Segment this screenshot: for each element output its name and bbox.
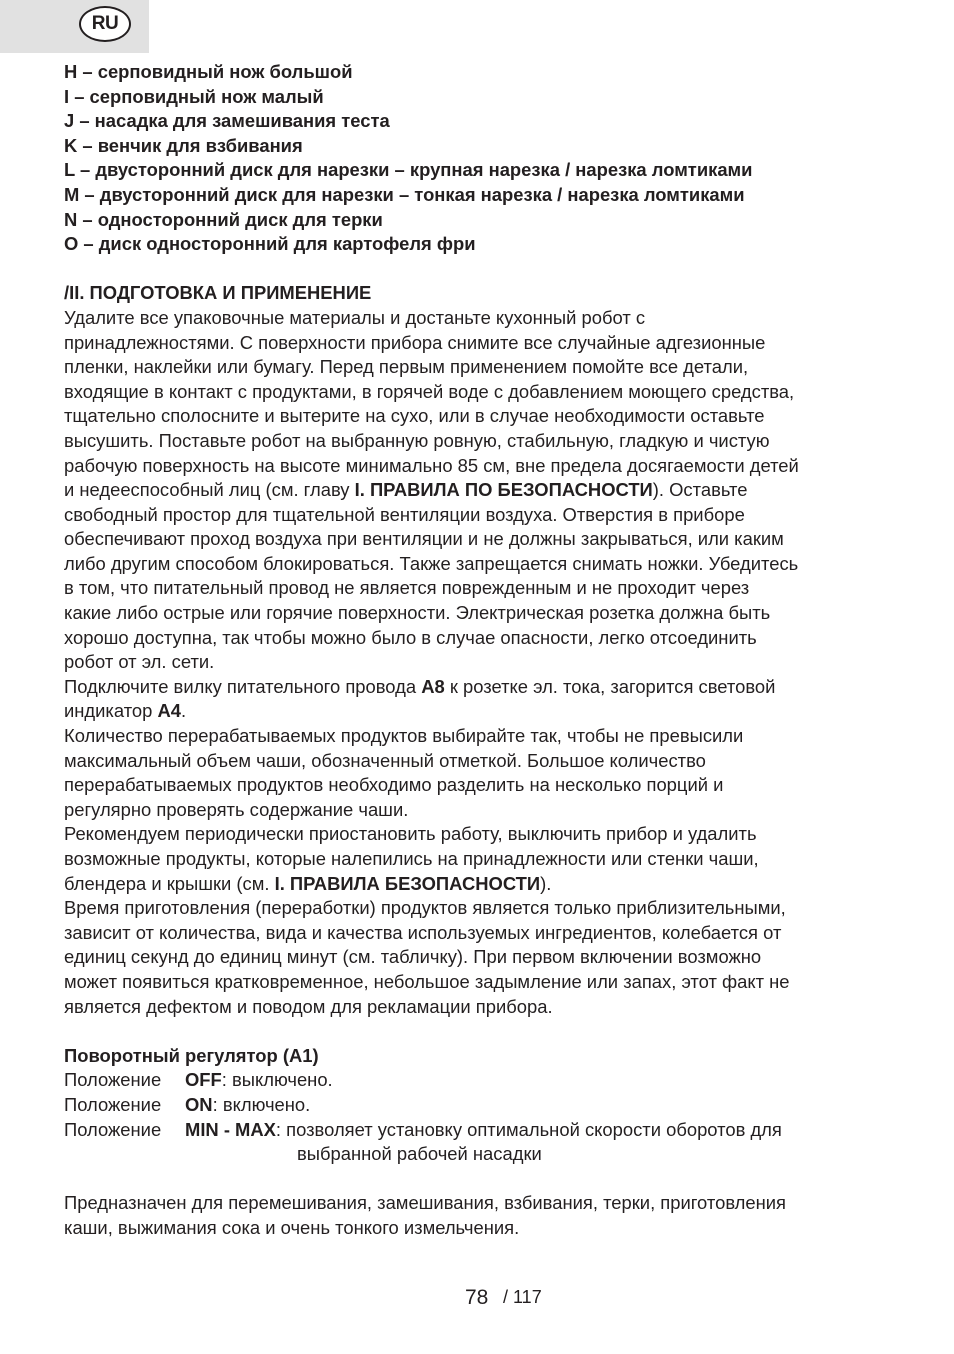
position-key: MIN - MAX bbox=[185, 1118, 276, 1140]
text-line: каши, выжимания сока и очень тонкого измельчения. bbox=[64, 1216, 520, 1238]
position-desc: : позволяет установку оптимальной скорости оборотов для bbox=[275, 1118, 782, 1140]
section-title: /II. ПОДГОТОВКА И ПРИМЕНЕНИЕ bbox=[64, 282, 372, 304]
text-line: входящие в контакт с продуктами, в горячей воде с добавлением моющего средства, bbox=[64, 380, 795, 402]
text-line: регулярно проверять содержание чаши. bbox=[64, 798, 409, 820]
position-desc: : включено. bbox=[212, 1093, 311, 1115]
text-line: Предназначен для перемешивания, замешивания, взбивания, терки, приготовления bbox=[64, 1192, 787, 1214]
list-item: K – венчик для взбивания bbox=[64, 134, 303, 156]
text-span: блендера и крышки (см. bbox=[64, 872, 275, 894]
position-label: Положение bbox=[64, 1069, 162, 1091]
text-line: обеспечивают проход воздуха при вентиляции и не должны закрываться, или каким bbox=[64, 528, 784, 550]
part-ref: A4 bbox=[157, 700, 182, 722]
text-span: ). bbox=[540, 872, 552, 894]
page-content bbox=[64, 60, 894, 1241]
text-line: Рекомендуем периодически приостановить работу, выключить прибор и удалить bbox=[64, 823, 757, 845]
position-desc: : выключено. bbox=[221, 1069, 333, 1091]
position-value bbox=[185, 1118, 894, 1167]
text-line: максимальный объем чаши, обозначенный отметкой. Большое количество bbox=[64, 749, 706, 771]
regulator-positions bbox=[64, 1068, 894, 1166]
position-row-off bbox=[64, 1068, 894, 1093]
part-ref: A8 bbox=[421, 675, 445, 697]
position-key: ON bbox=[185, 1093, 213, 1115]
section-body bbox=[64, 306, 894, 1019]
language-tab bbox=[0, 0, 149, 53]
text-line: в том, что питательный провод не является поврежденным и не проходит через bbox=[64, 577, 750, 599]
text-line: либо другим способом блокироваться. Также запрещается снимать ножки. Убедитесь bbox=[64, 552, 799, 574]
position-row-on bbox=[64, 1093, 894, 1118]
text-span: и недееспособный лиц (см. главу bbox=[64, 479, 355, 501]
text-line: Время приготовления (переработки) продуктов является только приблизительными, bbox=[64, 897, 786, 919]
text-span: Подключите вилку питательного провода bbox=[64, 675, 422, 697]
list-item: O – диск односторонний для картофеля фри bbox=[64, 233, 476, 255]
text-span: ). Оставьте bbox=[652, 479, 748, 501]
text-line bbox=[64, 872, 894, 897]
text-line: какие либо острые или горячие поверхности. Электрическая розетка должна быть bbox=[64, 602, 771, 624]
text-line: является дефектом и поводом для рекламации прибора. bbox=[64, 995, 553, 1017]
language-badge: RU bbox=[79, 6, 131, 42]
text-line: высушить. Поставьте робот на выбранную ровную, стабильную, гладкую и чистую bbox=[64, 429, 770, 451]
position-value bbox=[185, 1068, 894, 1093]
regulator-title: Поворотный регулятор (A1) bbox=[64, 1044, 319, 1066]
list-item: N – односторонний диск для терки bbox=[64, 208, 383, 230]
text-line: тщательно сполосните и вытерите на сухо, или в случае необходимости оставьте bbox=[64, 405, 765, 427]
text-line: единиц секунд до единиц минут (см. табличку). При первом включении возможно bbox=[64, 946, 762, 968]
safety-ref: I. ПРАВИЛА БЕЗОПАСНОСТИ bbox=[274, 872, 541, 894]
position-label: Положение bbox=[64, 1093, 162, 1115]
text-line: может появиться кратковременное, небольшое задымление или запах, этот факт не bbox=[64, 970, 790, 992]
text-line: принадлежностями. С поверхности прибора снимите все случайные адгезионные bbox=[64, 331, 766, 353]
list-item: J – насадка для замешивания теста bbox=[64, 110, 390, 132]
text-line: перерабатываемых продуктов необходимо разделить на несколько порций и bbox=[64, 774, 724, 796]
text-line: свободный простор для тщательной вентиляции воздуха. Отверстия в приборе bbox=[64, 503, 745, 525]
text-line: пленки, наклейки или бумагу. Перед первым применением помойте все детали, bbox=[64, 356, 749, 378]
position-desc-cont: выбранной рабочей насадки bbox=[297, 1143, 542, 1165]
list-item: M – двусторонний диск для нарезки – тонкая нарезка / нарезка ломтиками bbox=[64, 183, 745, 205]
list-item: H – серповидный нож большой bbox=[64, 61, 353, 82]
position-row-min-max bbox=[64, 1118, 894, 1167]
text-line bbox=[64, 478, 894, 503]
position-value bbox=[185, 1093, 894, 1118]
safety-ref: I. ПРАВИЛА ПО БЕЗОПАСНОСТИ bbox=[354, 479, 653, 501]
page-footer bbox=[0, 1284, 954, 1314]
text-span: индикатор bbox=[64, 700, 158, 722]
purpose-text bbox=[64, 1191, 894, 1240]
text-line: зависит от количества, вида и качества используемых ингредиентов, колебается от bbox=[64, 921, 782, 943]
text-line: Количество перерабатываемых продуктов выбирайте так, чтобы не превысили bbox=[64, 725, 744, 747]
list-item: L – двусторонний диск для нарезки – крупная нарезка / нарезка ломтиками bbox=[64, 159, 753, 181]
position-label: Положение bbox=[64, 1118, 162, 1140]
text-line: хорошо доступна, так чтобы можно было в случае опасности, легко отсоединить bbox=[64, 626, 757, 648]
text-span: . bbox=[181, 700, 187, 722]
text-line: возможные продукты, которые налепились на принадлежности или стенки чаши, bbox=[64, 848, 759, 869]
parts-list bbox=[64, 60, 894, 257]
list-item: I – серповидный нож малый bbox=[64, 85, 324, 107]
text-line bbox=[64, 699, 894, 724]
text-line bbox=[64, 675, 894, 700]
text-line: рабочую поверхность на высоте минимально 85 см, вне предела досягаемости детей bbox=[64, 454, 799, 476]
position-key: OFF bbox=[185, 1069, 222, 1091]
page-number: 78 bbox=[465, 1286, 489, 1309]
page-total: / 117 bbox=[503, 1287, 542, 1307]
text-line: робот от эл. сети. bbox=[64, 651, 215, 673]
text-line: Удалите все упаковочные материалы и достаньте кухонный робот с bbox=[64, 306, 646, 328]
text-span: к розетке эл. тока, загорится световой bbox=[444, 675, 776, 697]
